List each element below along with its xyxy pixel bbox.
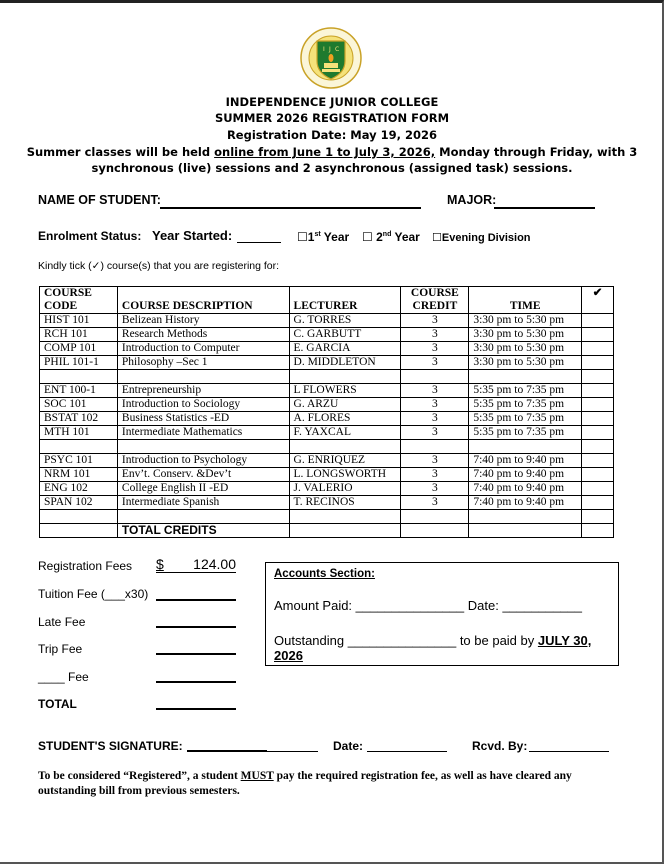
spacer-row [40,440,614,454]
fee-field-late[interactable] [156,626,236,628]
total-credits-row [40,524,614,538]
registration-requirement-note: To be considered “Registered”, a student MUST pay the required registration fee, as well as have cleared any outstanding bill from previous semesters. [38,770,572,797]
fee-label-registration: Registration Fees [38,559,133,573]
course-time: 5:35 pm to 7:35 pm [469,384,582,398]
empty-cell [582,370,614,384]
year-started-field[interactable] [237,242,281,243]
course-credit: 3 [401,454,469,468]
empty-cell [40,510,118,524]
course-row [40,314,614,328]
course-lecturer: J. VALERIO [289,482,401,496]
course-code: NRM 101 [40,468,118,482]
empty-cell [401,440,469,454]
student-signature-field-ext[interactable] [267,751,318,752]
course-description: Intermediate Spanish [117,496,289,510]
svg-text:I: I [323,46,325,53]
course-credit: 3 [401,342,469,356]
course-description: Introduction to Psychology [117,454,289,468]
course-row [40,426,614,440]
course-credit: 3 [401,328,469,342]
outstanding-row [274,633,618,663]
table-header-row [40,287,614,314]
course-tick-checkbox[interactable] [582,454,614,468]
course-time: 5:35 pm to 7:35 pm [469,398,582,412]
option-evening-division[interactable]: ☐Evening Division [432,232,531,244]
option-first-year[interactable]: ☐1st Year [297,230,350,244]
course-tick-checkbox[interactable] [582,342,614,356]
course-code: BSTAT 102 [40,412,118,426]
form-title: SUMMER 2026 REGISTRATION FORM [214,111,450,125]
course-credit: 3 [401,482,469,496]
course-code: RCH 101 [40,328,118,342]
spacer-row [40,370,614,384]
course-time: 7:40 pm to 9:40 pm [469,468,582,482]
course-tick-checkbox[interactable] [582,468,614,482]
notice-dates: online from June 1 to July 3, 2026, [214,145,436,159]
course-code: ENG 102 [40,482,118,496]
course-time: 7:40 pm to 9:40 pm [469,496,582,510]
course-code: PHIL 101-1 [40,356,118,370]
header-course-credit: COURSE CREDIT [401,287,469,314]
empty-cell [40,440,118,454]
empty-cell [289,510,401,524]
course-tick-checkbox[interactable] [582,426,614,440]
course-credit: 3 [401,398,469,412]
course-description: Business Statistics -ED [117,412,289,426]
signature-date-label: Date: [333,739,364,753]
fee-label-tuition: Tuition Fee (___x30) [38,587,149,601]
course-row [40,482,614,496]
amount-paid-row [274,598,582,613]
empty-cell [469,524,582,538]
empty-cell [469,440,582,454]
received-by-field[interactable] [529,751,609,752]
fee-label-trip: Trip Fee [38,642,83,656]
course-code: SPAN 102 [40,496,118,510]
checkbox-second-year[interactable]: ☐ [362,230,373,244]
course-time: 5:35 pm to 7:35 pm [469,412,582,426]
fee-label-late: Late Fee [38,615,86,629]
empty-cell [289,370,401,384]
fee-field-other[interactable] [156,681,236,683]
course-row [40,384,614,398]
outstanding-label: Outstanding [274,633,345,648]
summer-notice-line1 [0,144,664,161]
course-tick-checkbox[interactable] [582,482,614,496]
empty-cell [469,510,582,524]
header-time: TIME [469,287,582,314]
checkbox-first-year[interactable]: ☐ [297,230,308,244]
empty-cell [582,524,614,538]
course-credit: 3 [401,468,469,482]
course-lecturer: C. GARBUTT [289,328,401,342]
empty-cell [401,370,469,384]
course-code: COMP 101 [40,342,118,356]
summer-notice-line2: synchronous (live) sessions and 2 asynchronous (assigned task) sessions. [91,161,573,175]
course-description: Introduction to Sociology [117,398,289,412]
course-description: College English II -ED [117,482,289,496]
fee-field-tuition[interactable] [156,599,236,601]
course-lecturer: F. YAXCAL [289,426,401,440]
received-by-label: Rcvd. By: [472,739,528,753]
course-tick-checkbox[interactable] [582,314,614,328]
course-time: 7:40 pm to 9:40 pm [469,482,582,496]
course-tick-checkbox[interactable] [582,412,614,426]
course-tick-checkbox[interactable] [582,356,614,370]
college-name: INDEPENDENCE JUNIOR COLLEGE [225,95,439,109]
empty-cell [401,510,469,524]
fee-field-total[interactable] [156,708,236,710]
crest-icon [300,27,362,89]
course-row [40,496,614,510]
course-code: PSYC 101 [40,454,118,468]
course-table [39,286,614,538]
course-code: HIST 101 [40,314,118,328]
due-label: to be paid by [459,633,535,648]
student-name-field[interactable] [160,207,421,209]
course-row [40,342,614,356]
empty-cell [117,440,289,454]
empty-cell [582,440,614,454]
empty-cell [40,370,118,384]
course-credit: 3 [401,496,469,510]
course-row [40,398,614,412]
course-credit: 3 [401,384,469,398]
empty-cell [117,510,289,524]
student-signature-label: STUDENT'S SIGNATURE: [38,739,183,753]
empty-cell [117,370,289,384]
college-crest-logo [300,27,362,89]
accounts-date-label: Date: [467,598,499,613]
svg-text:C: C [335,46,340,53]
course-lecturer: L. LONGSWORTH [289,468,401,482]
checkbox-evening-division[interactable]: ☐ [432,232,442,244]
course-time: 3:30 pm to 5:30 pm [469,314,582,328]
tick-instruction: Kindly tick (✓) course(s) that you are registering for: [38,260,280,272]
header-course-description: COURSE DESCRIPTION [117,287,289,314]
course-lecturer: T. RECINOS [289,496,401,510]
accounts-title: Accounts Section: [274,568,375,580]
course-row [40,328,614,342]
course-lecturer: A. FLORES [289,412,401,426]
course-row [40,412,614,426]
course-credit: 3 [401,426,469,440]
course-lecturer: D. MIDDLETON [289,356,401,370]
fee-label-total: TOTAL [38,697,77,711]
course-lecturer: G. TORRES [289,314,401,328]
accounts-date-field[interactable]: ___________ [502,598,582,613]
accounts-section [265,562,619,666]
total-credits-value[interactable] [401,524,469,538]
course-description: Belizean History [117,314,289,328]
due-date: JULY 30, 2026 [274,633,592,663]
fee-field-trip[interactable] [156,653,236,655]
major-label: MAJOR: [447,193,497,207]
enrolment-status [38,229,141,243]
amount-paid-label: Amount Paid: [274,598,353,613]
empty-cell [582,510,614,524]
course-time: 3:30 pm to 5:30 pm [469,342,582,356]
fee-value-registration: $ 124.00 [156,556,236,572]
fee-label-other: ____ Fee [38,670,89,684]
header-tick-checkmark-icon: ✔ [582,287,614,314]
course-credit: 3 [401,412,469,426]
header-lecturer: LECTURER [289,287,401,314]
registration-date: Registration Date: May 19, 2026 [226,128,438,142]
course-code: SOC 101 [40,398,118,412]
empty-cell [40,524,118,538]
course-description: Entrepreneurship [117,384,289,398]
course-description: Introduction to Computer [117,342,289,356]
option-second-year[interactable]: ☐ 2nd Year [362,230,420,244]
notice-post: Monday through Friday, with 3 [435,145,638,159]
course-time: 3:30 pm to 5:30 pm [469,356,582,370]
course-description: Philosophy –Sec 1 [117,356,289,370]
enrolment-status-label: Enrolment Status: [38,229,142,243]
course-row [40,468,614,482]
empty-cell [469,370,582,384]
student-signature-field[interactable] [187,750,267,752]
course-time: 3:30 pm to 5:30 pm [469,328,582,342]
course-lecturer: G. ARZU [289,398,401,412]
course-row [40,356,614,370]
spacer-row [40,510,614,524]
course-lecturer: G. ENRIQUEZ [289,454,401,468]
amount-paid-field[interactable]: _______________ [355,598,465,613]
course-credit: 3 [401,356,469,370]
signature-date-field[interactable] [367,751,447,752]
empty-cell [289,440,401,454]
course-time: 5:35 pm to 7:35 pm [469,426,582,440]
course-lecturer: L FLOWERS [289,384,401,398]
student-name-label: NAME OF STUDENT: [38,193,161,207]
course-row [40,454,614,468]
year-started-label: Year Started: [152,228,233,243]
course-tick-checkbox[interactable] [582,384,614,398]
course-time: 7:40 pm to 9:40 pm [469,454,582,468]
empty-cell [289,524,401,538]
header-course-code: COURSE CODE [40,287,118,314]
course-code: MTH 101 [40,426,118,440]
course-credit: 3 [401,314,469,328]
course-tick-checkbox[interactable] [582,496,614,510]
outstanding-field[interactable]: _______________ [347,633,457,648]
major-field[interactable] [494,207,595,209]
course-lecturer: E. GARCIA [289,342,401,356]
course-description: Research Methods [117,328,289,342]
course-description: Env’t. Conserv. &Dev’t [117,468,289,482]
course-code: ENT 100-1 [40,384,118,398]
course-description: Intermediate Mathematics [117,426,289,440]
course-tick-checkbox[interactable] [582,328,614,342]
svg-text:J: J [329,46,331,53]
notice-pre: Summer classes will be held [26,145,215,159]
total-credits-label: TOTAL CREDITS [117,524,289,538]
course-tick-checkbox[interactable] [582,398,614,412]
